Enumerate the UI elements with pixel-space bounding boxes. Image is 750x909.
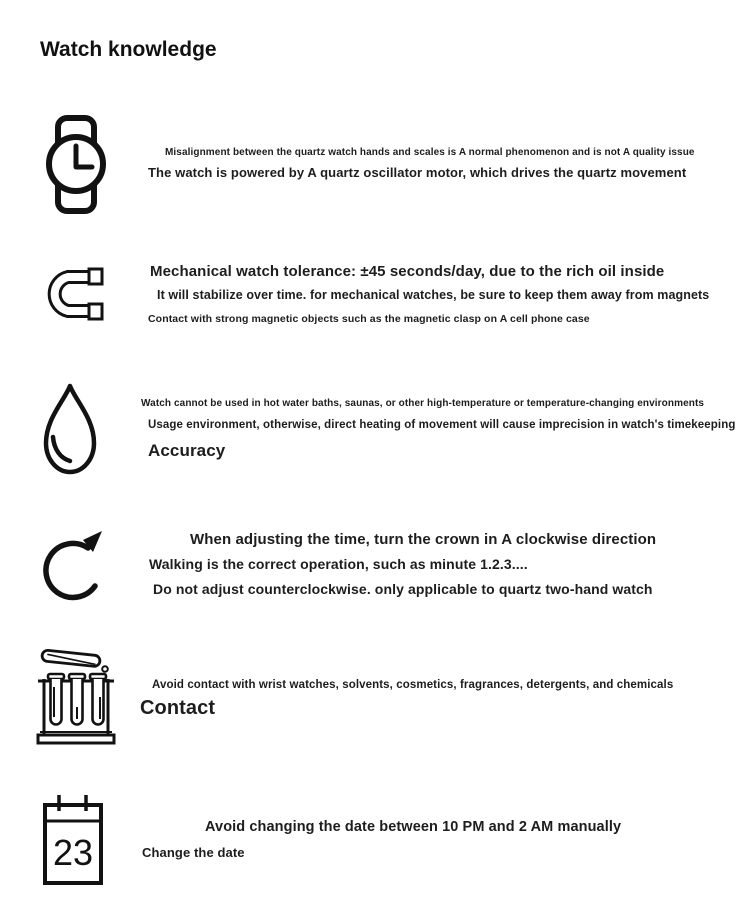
crown-note-main: When adjusting the time, turn the crown in A clockwise direction xyxy=(190,531,657,548)
crown-note-warning: Do not adjust counterclockwise. only applicable to quartz two-hand watch xyxy=(153,581,653,597)
contact-heading: Contact xyxy=(140,697,216,719)
page-title: Watch knowledge xyxy=(40,38,217,61)
wristwatch-icon xyxy=(45,114,107,215)
calendar-icon xyxy=(42,793,104,887)
crown-note-walking: Walking is the correct operation, such as minute 1.2.3.... xyxy=(149,556,528,572)
magnet-icon xyxy=(40,266,106,323)
magnet-note-main: Mechanical watch tolerance: ±45 seconds/day, due to the rich oil inside xyxy=(150,263,665,280)
magnet-note-small: Contact with strong magnetic objects such as the magnetic clasp on A cell phone case xyxy=(148,313,590,325)
quartz-note-small: Misalignment between the quartz watch hands and scales is A normal phenomenon and is not A quality issue xyxy=(165,147,695,158)
water-drop-icon xyxy=(38,381,102,479)
test-tubes-icon xyxy=(36,645,116,747)
accuracy-note-small: Watch cannot be used in hot water baths, saunas, or other high-temperature or temperature-changing environments xyxy=(141,398,705,409)
calendar-day-number: 23 xyxy=(52,832,94,873)
accuracy-note-medium: Usage environment, otherwise, direct heating of movement will cause imprecision in watch's timekeeping xyxy=(148,419,736,431)
clockwise-arrow-icon xyxy=(42,527,108,609)
date-note-main: Avoid changing the date between 10 PM and 2 AM manually xyxy=(205,819,622,835)
quartz-note-main: The watch is powered by A quartz oscillator motor, which drives the quartz movement xyxy=(148,165,687,180)
date-note-sub: Change the date xyxy=(142,845,245,860)
chemicals-note: Avoid contact with wrist watches, solvents, cosmetics, fragrances, detergents, and chemicals xyxy=(152,679,674,691)
accuracy-heading: Accuracy xyxy=(148,441,226,460)
magnet-note-medium: It will stabilize over time. for mechanical watches, be sure to keep them away from magnets xyxy=(157,288,710,302)
